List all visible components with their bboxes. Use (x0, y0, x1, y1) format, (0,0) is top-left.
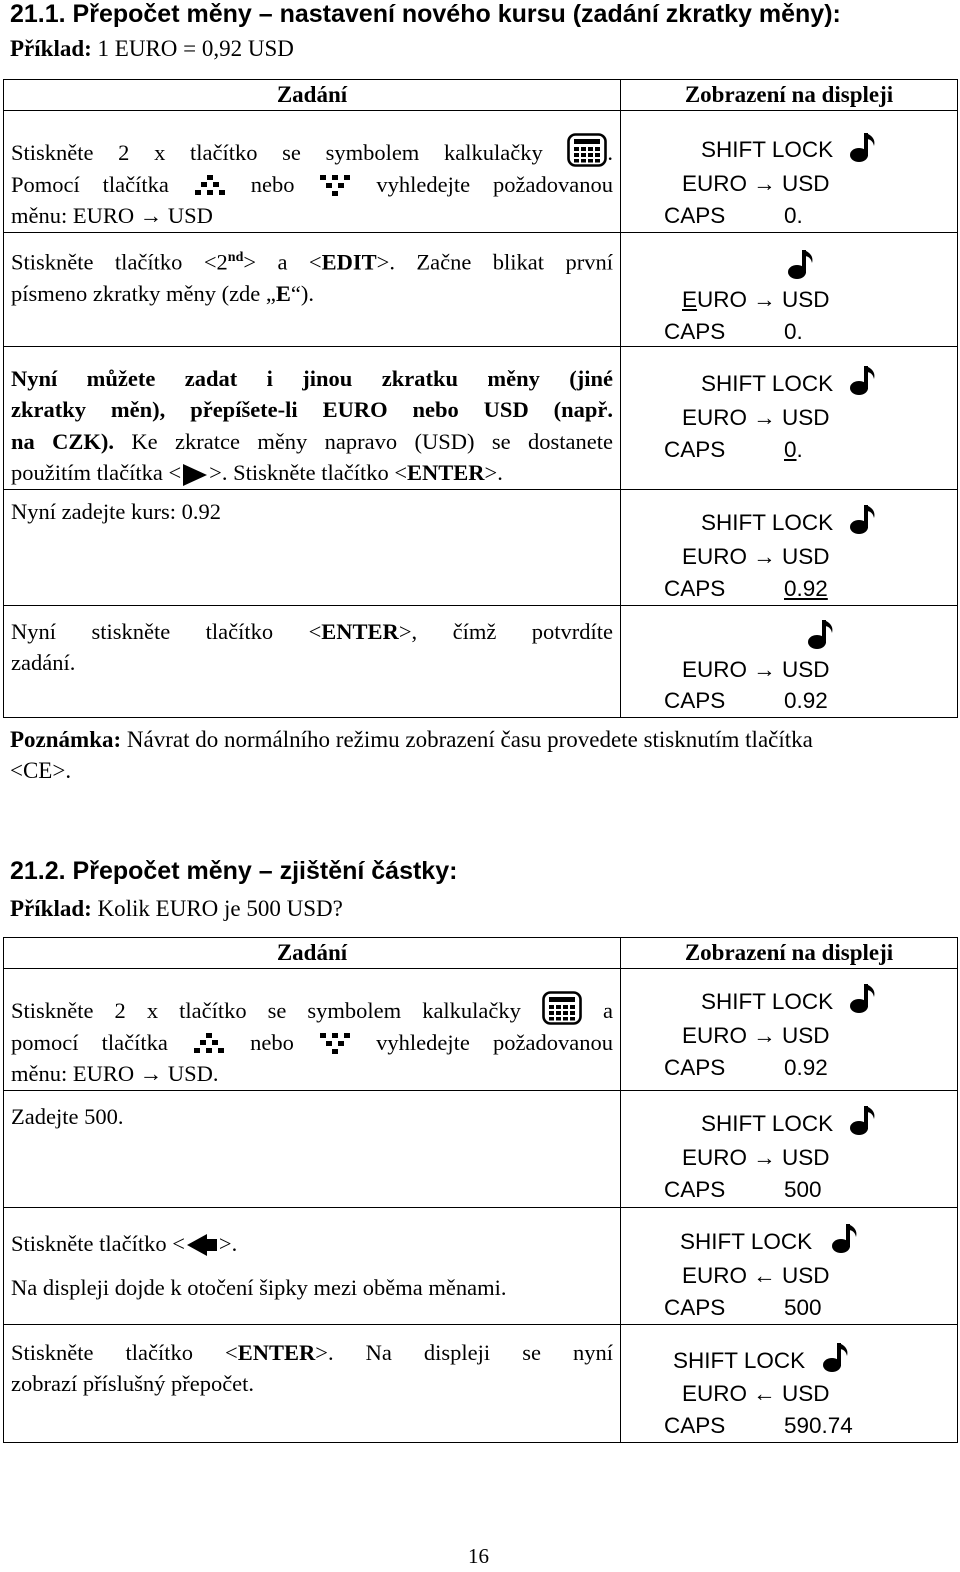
down-key-icon (317, 1032, 353, 1056)
column-header-input: Zadání (4, 938, 621, 969)
note-text: Návrat do normálního režimu zobrazení času provedete stisknutím tlačítka (121, 727, 813, 752)
note-text-2: <CE>. (10, 758, 72, 783)
table-row: Nyní můžete zadat i jinou zkratku měny (jiné zkratky měn), přepíšete-li EURO nebo USD (např. na CZK). Ke zkratce měny napravo (USD) se dostanete použitím tlačítka < >. Stiskněte tlačítko <ENTER>. (4, 346, 621, 489)
display-value: 0. (784, 318, 803, 344)
display-shift-lock: SHIFT LOCK (701, 1110, 834, 1136)
table-row: Stiskněte 2 x tlačítko se symbolem kalkulačky a pomocí tlačítka nebo vyhledejte požadovanou měnu: EURO → USD. (4, 969, 621, 1091)
down-key-icon (317, 174, 353, 198)
display-currencies: EURO → USD (682, 543, 830, 569)
music-note-icon (822, 1341, 852, 1373)
display-shift-lock: SHIFT LOCK (673, 1347, 806, 1373)
display-caps: CAPS (664, 1055, 726, 1080)
display-cell (621, 1324, 958, 1442)
display-value: 0.92 (784, 575, 828, 601)
calculator-key-icon (542, 991, 582, 1025)
music-note-icon (849, 364, 879, 396)
display-value: 0.92 (784, 1055, 828, 1080)
music-note-icon (849, 982, 879, 1014)
display-value: 0. (784, 203, 803, 228)
display-caps: CAPS (664, 1412, 726, 1438)
music-note-icon (787, 248, 817, 280)
left-arrow-key-icon (185, 1233, 219, 1257)
display-value: 0.92 (784, 687, 828, 713)
display-value: 500 (784, 1294, 822, 1320)
table-row: Zadejte 500. (4, 1090, 621, 1207)
instruction-table-2 (3, 937, 958, 1443)
display-currencies: EURO → USD (682, 1023, 830, 1048)
display-caps: CAPS (664, 203, 726, 228)
display-shift-lock: SHIFT LOCK (701, 989, 834, 1014)
section-heading-21-2: 21.2. Přepočet měny – zjištění částky: (10, 857, 458, 885)
display-value: 590.74 (784, 1412, 853, 1438)
table-row: Nyní stiskněte tlačítko <ENTER>, čímž potvrdíte zadání. (4, 605, 621, 717)
display-currencies: EURO → USD (682, 656, 830, 682)
table-row: Nyní zadejte kurs: 0.92 (4, 489, 621, 605)
table-row: Stiskněte tlačítko <ENTER>. Na displeji se nyní zobrazí příslušný přepočet. (4, 1324, 621, 1442)
display-cell (621, 489, 958, 605)
note-label: Poznámka: (10, 727, 122, 752)
table-row: Stiskněte tlačítko <2nd> a <EDIT>. Začne blikat první písmeno zkratky měny (zde „E“). (4, 232, 621, 346)
music-note-icon (849, 1104, 879, 1136)
music-note-icon (831, 1222, 861, 1254)
display-cell (621, 232, 958, 346)
example-line (10, 36, 294, 62)
up-key-icon (192, 174, 228, 198)
display-cell (621, 111, 958, 233)
display-shift-lock: SHIFT LOCK (701, 370, 834, 396)
section-heading-21-1: 21.1. Přepočet měny – nastavení nového kursu (zadání zkratky měny): (10, 0, 841, 28)
example-text: Kolik EURO je 500 USD? (91, 896, 343, 921)
example-text: 1 EURO = 0,92 USD (91, 36, 294, 61)
display-caps: CAPS (664, 1176, 726, 1202)
note-paragraph (10, 724, 955, 786)
display-value: 500 (784, 1176, 822, 1202)
display-cell (621, 1090, 958, 1207)
column-header-input: Zadání (4, 80, 621, 111)
display-caps: CAPS (664, 436, 726, 462)
music-note-icon (849, 131, 879, 163)
display-cell (621, 969, 958, 1091)
display-currencies: EURO → USD (682, 404, 830, 430)
example-label: Příklad: (10, 36, 92, 61)
display-currencies: EURO → USD (682, 171, 830, 196)
up-key-icon (191, 1032, 227, 1056)
right-arrow-key-icon (181, 463, 209, 487)
column-header-display: Zobrazení na displeji (621, 938, 958, 969)
display-caps: CAPS (664, 687, 726, 713)
music-note-icon (807, 618, 837, 650)
table-row: Stiskněte tlačítko < >. Na displeji dojde k otočení šipky mezi oběma měnami. (4, 1207, 621, 1324)
calculator-key-icon (567, 133, 607, 167)
instruction-table-1 (3, 79, 958, 718)
example-label: Příklad: (10, 896, 92, 921)
display-shift-lock: SHIFT LOCK (701, 509, 834, 535)
music-note-icon (849, 503, 879, 535)
display-shift-lock: SHIFT LOCK (680, 1228, 813, 1254)
display-currencies: EURO ← USD (682, 1380, 830, 1406)
example-line (10, 896, 343, 922)
display-value: 0. (784, 436, 803, 462)
page-number: 16 (468, 1544, 489, 1568)
display-cell (621, 605, 958, 717)
display-caps: CAPS (664, 575, 726, 601)
display-caps: CAPS (664, 318, 726, 344)
display-currencies: EURO → USD (682, 1144, 830, 1170)
display-caps: CAPS (664, 1294, 726, 1320)
table-row: Stiskněte 2 x tlačítko se symbolem kalkulačky . Pomocí tlačítka nebo vyhledejte požadovanou měnu: EURO → USD (4, 111, 621, 233)
display-cell (621, 346, 958, 489)
display-currencies: EURO ← USD (682, 1262, 830, 1288)
display-currencies: EURO → USD (682, 286, 830, 312)
display-cell (621, 1207, 958, 1324)
display-shift-lock: SHIFT LOCK (701, 137, 834, 162)
column-header-display: Zobrazení na displeji (621, 80, 958, 111)
